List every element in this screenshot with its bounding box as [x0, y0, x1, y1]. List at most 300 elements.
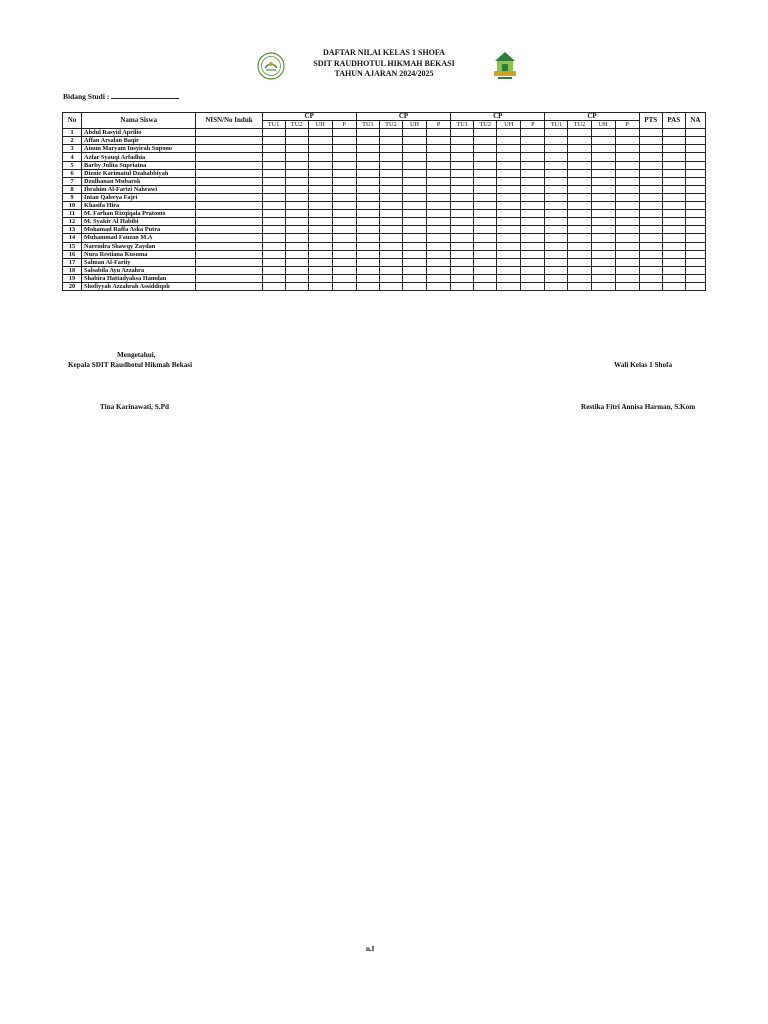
grade-cell [308, 137, 332, 145]
row-number: 20 [63, 282, 82, 290]
grade-cell [308, 258, 332, 266]
table-row [63, 169, 706, 177]
pts-cell [639, 185, 662, 193]
grade-cell [262, 234, 285, 242]
grade-cell [356, 202, 379, 210]
grade-cell [332, 258, 356, 266]
col-header-cp: CP [451, 113, 545, 121]
grade-cell [308, 177, 332, 185]
grade-cell [591, 258, 615, 266]
student-name: Nura Restiana Kusuma [82, 250, 196, 258]
grade-cell [356, 234, 379, 242]
grade-cell [615, 202, 639, 210]
grade-cell [285, 161, 308, 169]
grade-cell [285, 282, 308, 290]
grade-cell [308, 266, 332, 274]
grade-cell [497, 250, 521, 258]
pts-cell [639, 153, 662, 161]
grade-cell [332, 177, 356, 185]
pas-cell [662, 266, 685, 274]
grade-cell [474, 242, 497, 250]
na-cell [685, 145, 705, 153]
pas-cell [662, 193, 685, 201]
student-name: Barby Julita Supriatna [82, 161, 196, 169]
grade-cell [521, 226, 545, 234]
grade-cell [262, 137, 285, 145]
row-number: 11 [63, 210, 82, 218]
table-row [63, 218, 706, 226]
grade-cell [591, 266, 615, 274]
pas-cell [662, 202, 685, 210]
grade-cell [521, 137, 545, 145]
na-cell [685, 250, 705, 258]
grade-cell [568, 202, 591, 210]
grade-cell [332, 185, 356, 193]
grade-cell [591, 145, 615, 153]
student-name: Intan Qaleeya Fajri [82, 193, 196, 201]
nisn-cell [196, 274, 262, 282]
grade-cell [545, 137, 568, 145]
grade-cell [615, 161, 639, 169]
grade-cell [615, 226, 639, 234]
student-name: Ibrahim Al-Farizi Nahrawi [82, 185, 196, 193]
grade-cell [332, 226, 356, 234]
nisn-cell [196, 169, 262, 177]
grade-cell [356, 137, 379, 145]
grade-cell [474, 234, 497, 242]
grade-cell [474, 226, 497, 234]
grade-cell [451, 266, 474, 274]
grade-cell [379, 250, 402, 258]
pts-cell [639, 129, 662, 137]
grade-cell [285, 242, 308, 250]
table-row [63, 242, 706, 250]
grade-cell [451, 202, 474, 210]
grade-cell [545, 250, 568, 258]
grade-cell [427, 266, 451, 274]
grade-cell [497, 210, 521, 218]
grade-cell [451, 234, 474, 242]
student-name: M. Syakir Al Habibi [82, 218, 196, 226]
grade-cell [379, 145, 402, 153]
col-header-uh: UH [308, 121, 332, 129]
na-cell [685, 129, 705, 137]
grade-cell [332, 161, 356, 169]
grade-cell [402, 282, 426, 290]
grade-cell [285, 137, 308, 145]
grade-cell [474, 185, 497, 193]
grade-cell [497, 258, 521, 266]
grade-cell [474, 210, 497, 218]
pts-cell [639, 226, 662, 234]
grade-cell [545, 258, 568, 266]
table-row [63, 274, 706, 282]
grade-cell [497, 202, 521, 210]
grade-cell [402, 242, 426, 250]
grade-cell [332, 145, 356, 153]
grade-cell [568, 258, 591, 266]
row-number: 15 [63, 242, 82, 250]
col-header-cp: CP [545, 113, 639, 121]
grade-cell [545, 193, 568, 201]
grade-cell [615, 145, 639, 153]
grade-cell [521, 145, 545, 153]
grade-cell [285, 202, 308, 210]
grade-cell [427, 129, 451, 137]
grade-cell [308, 185, 332, 193]
grade-cell [591, 137, 615, 145]
grade-cell [427, 226, 451, 234]
grade-cell [356, 218, 379, 226]
nisn-cell [196, 218, 262, 226]
pts-cell [639, 177, 662, 185]
na-cell [685, 210, 705, 218]
grade-cell [427, 145, 451, 153]
grade-cell [474, 282, 497, 290]
nisn-cell [196, 177, 262, 185]
grade-cell [497, 266, 521, 274]
grade-cell [474, 177, 497, 185]
grade-cell [615, 153, 639, 161]
grade-cell [356, 177, 379, 185]
grade-cell [521, 210, 545, 218]
pas-cell [662, 177, 685, 185]
grade-cell [591, 218, 615, 226]
grade-cell [545, 266, 568, 274]
grade-cell [308, 250, 332, 258]
student-name: Azfar Syauqi Arfadhia [82, 153, 196, 161]
grade-cell [427, 234, 451, 242]
grade-cell [568, 242, 591, 250]
grade-cell [332, 234, 356, 242]
grade-cell [285, 226, 308, 234]
grade-cell [545, 129, 568, 137]
grade-cell [356, 266, 379, 274]
pas-cell [662, 129, 685, 137]
nisn-cell [196, 282, 262, 290]
grade-cell [285, 169, 308, 177]
grade-cell [545, 161, 568, 169]
pas-cell [662, 258, 685, 266]
nisn-cell [196, 226, 262, 234]
principal-title: Kepala SDIT Raudhotul Hikmah Bekasi [68, 361, 193, 369]
pas-cell [662, 210, 685, 218]
nisn-cell [196, 137, 262, 145]
grade-cell [427, 274, 451, 282]
grade-cell [332, 274, 356, 282]
row-number: 13 [63, 226, 82, 234]
grade-cell [615, 177, 639, 185]
grade-cell [402, 137, 426, 145]
subject-label: Bidang Studi : [63, 92, 110, 101]
grade-cell [521, 129, 545, 137]
col-header-tu1: TU1 [451, 121, 474, 129]
pts-cell [639, 210, 662, 218]
grade-cell [285, 258, 308, 266]
student-name: Muhammad Fauzan M.A [82, 234, 196, 242]
grade-cell [591, 242, 615, 250]
grade-cell [427, 210, 451, 218]
grade-cell [262, 210, 285, 218]
grade-cell [332, 193, 356, 201]
grade-cell [451, 169, 474, 177]
table-row [63, 193, 706, 201]
grade-cell [451, 218, 474, 226]
grade-cell [356, 169, 379, 177]
grade-cell [615, 137, 639, 145]
grade-cell [521, 185, 545, 193]
grade-cell [497, 129, 521, 137]
grade-cell [356, 129, 379, 137]
grade-cell [356, 242, 379, 250]
grade-cell [427, 161, 451, 169]
pts-cell [639, 266, 662, 274]
grade-cell [308, 193, 332, 201]
grade-cell [545, 234, 568, 242]
table-row [63, 250, 706, 258]
grade-cell [521, 153, 545, 161]
pas-cell [662, 161, 685, 169]
grade-cell [427, 282, 451, 290]
document-header [0, 48, 768, 80]
pts-cell [639, 250, 662, 258]
student-name: Narendra Shawqy Zaydan [82, 242, 196, 250]
grade-cell [402, 169, 426, 177]
grade-cell [356, 250, 379, 258]
grade-cell [568, 274, 591, 282]
grade-cell [591, 129, 615, 137]
grade-cell [545, 226, 568, 234]
pas-cell [662, 250, 685, 258]
grade-cell [379, 210, 402, 218]
na-cell [685, 266, 705, 274]
grade-cell [285, 129, 308, 137]
grade-cell [402, 266, 426, 274]
row-number: 17 [63, 258, 82, 266]
grade-cell [285, 266, 308, 274]
pas-cell [662, 153, 685, 161]
grade-cell [615, 210, 639, 218]
nisn-cell [196, 161, 262, 169]
table-row [63, 202, 706, 210]
grade-cell [521, 242, 545, 250]
grade-cell [521, 282, 545, 290]
grade-cell [262, 266, 285, 274]
pts-cell [639, 234, 662, 242]
grade-cell [521, 250, 545, 258]
grade-cell [521, 258, 545, 266]
grade-cell [545, 153, 568, 161]
row-number: 3 [63, 145, 82, 153]
nisn-cell [196, 258, 262, 266]
grade-cell [451, 145, 474, 153]
grade-cell [332, 169, 356, 177]
grade-cell [568, 169, 591, 177]
grade-cell [568, 282, 591, 290]
grade-cell [591, 274, 615, 282]
na-cell [685, 258, 705, 266]
grades-table-body [63, 129, 706, 291]
grade-cell [451, 282, 474, 290]
grade-cell [615, 218, 639, 226]
grade-cell [474, 169, 497, 177]
grade-cell [308, 218, 332, 226]
grade-cell [568, 161, 591, 169]
grade-cell [402, 210, 426, 218]
grade-cell [308, 202, 332, 210]
col-header-tu1: TU1 [262, 121, 285, 129]
na-cell [685, 226, 705, 234]
grade-cell [568, 266, 591, 274]
grade-cell [308, 282, 332, 290]
grade-cell [402, 226, 426, 234]
grade-cell [568, 137, 591, 145]
row-number: 12 [63, 218, 82, 226]
table-row [63, 258, 706, 266]
grade-cell [591, 234, 615, 242]
pts-cell [639, 161, 662, 169]
grade-cell [591, 250, 615, 258]
col-header-tu2: TU2 [568, 121, 591, 129]
grade-cell [379, 258, 402, 266]
grade-cell [591, 169, 615, 177]
row-number: 14 [63, 234, 82, 242]
grade-cell [545, 169, 568, 177]
grade-cell [427, 169, 451, 177]
grade-cell [356, 153, 379, 161]
nisn-cell [196, 185, 262, 193]
pts-cell [639, 274, 662, 282]
grade-cell [262, 193, 285, 201]
grade-cell [379, 242, 402, 250]
pts-cell [639, 169, 662, 177]
row-number: 18 [63, 266, 82, 274]
na-cell [685, 193, 705, 201]
homeroom-teacher-title: Wali Kelas 1 Shofa [614, 361, 673, 369]
pts-cell [639, 242, 662, 250]
grade-cell [497, 161, 521, 169]
col-header-tu1: TU1 [545, 121, 568, 129]
na-cell [685, 282, 705, 290]
nisn-cell [196, 153, 262, 161]
grade-cell [545, 210, 568, 218]
pas-cell [662, 234, 685, 242]
row-number: 16 [63, 250, 82, 258]
grade-cell [521, 218, 545, 226]
grade-cell [356, 185, 379, 193]
col-header-tu1: TU1 [356, 121, 379, 129]
col-header-na: NA [685, 113, 705, 129]
grade-cell [521, 202, 545, 210]
grade-cell [262, 282, 285, 290]
row-number: 10 [63, 202, 82, 210]
student-name: Ainun Maryam Insyirah Supono [82, 145, 196, 153]
grade-cell [474, 250, 497, 258]
principal-name: Tina Karinawati, S.Pd [100, 403, 169, 411]
grade-cell [356, 145, 379, 153]
grade-cell [474, 161, 497, 169]
grade-cell [262, 177, 285, 185]
student-name: Mohamad Raffa Aska Putra [82, 226, 196, 234]
grade-cell [402, 274, 426, 282]
grade-cell [497, 282, 521, 290]
grade-cell [308, 129, 332, 137]
table-row [63, 129, 706, 137]
pas-cell [662, 282, 685, 290]
row-number: 1 [63, 129, 82, 137]
grade-cell [285, 210, 308, 218]
student-name: Affan Arsalan Baqir [82, 137, 196, 145]
na-cell [685, 274, 705, 282]
grade-cell [497, 169, 521, 177]
grade-cell [451, 129, 474, 137]
pts-cell [639, 202, 662, 210]
pas-cell [662, 242, 685, 250]
grade-cell [356, 210, 379, 218]
grade-cell [332, 218, 356, 226]
grade-cell [451, 210, 474, 218]
grade-cell [615, 258, 639, 266]
grade-cell [427, 185, 451, 193]
pas-cell [662, 274, 685, 282]
grade-cell [332, 250, 356, 258]
row-number: 9 [63, 193, 82, 201]
table-row [63, 137, 706, 145]
grade-cell [497, 193, 521, 201]
grade-cell [262, 129, 285, 137]
grade-cell [262, 169, 285, 177]
pas-cell [662, 169, 685, 177]
pas-cell [662, 145, 685, 153]
student-name: Diznie Karimatul Dzahabbiyah [82, 169, 196, 177]
grade-cell [545, 202, 568, 210]
grade-cell [474, 129, 497, 137]
grade-cell [402, 250, 426, 258]
subject-field [63, 91, 179, 101]
grade-cell [332, 282, 356, 290]
table-row [63, 185, 706, 193]
grade-cell [451, 250, 474, 258]
grade-cell [285, 250, 308, 258]
grade-cell [497, 226, 521, 234]
table-row [63, 266, 706, 274]
grade-cell [568, 153, 591, 161]
grade-cell [262, 145, 285, 153]
nisn-cell [196, 266, 262, 274]
grades-table [62, 112, 706, 291]
grade-cell [308, 145, 332, 153]
grade-cell [615, 234, 639, 242]
grade-cell [451, 226, 474, 234]
grade-cell [474, 145, 497, 153]
grade-cell [262, 242, 285, 250]
nisn-cell [196, 234, 262, 242]
grade-cell [262, 161, 285, 169]
grade-cell [379, 177, 402, 185]
grade-cell [451, 242, 474, 250]
student-name: Shofiyyah Azzahrah Assiddiqoh [82, 282, 196, 290]
nisn-cell [196, 193, 262, 201]
grade-cell [591, 185, 615, 193]
na-cell [685, 177, 705, 185]
page-marker: n.I [366, 945, 375, 953]
grade-cell [521, 274, 545, 282]
student-name: Salman Al-Fariiy [82, 258, 196, 266]
grade-cell [379, 185, 402, 193]
grade-cell [427, 202, 451, 210]
na-cell [685, 185, 705, 193]
col-header-p: P [332, 121, 356, 129]
